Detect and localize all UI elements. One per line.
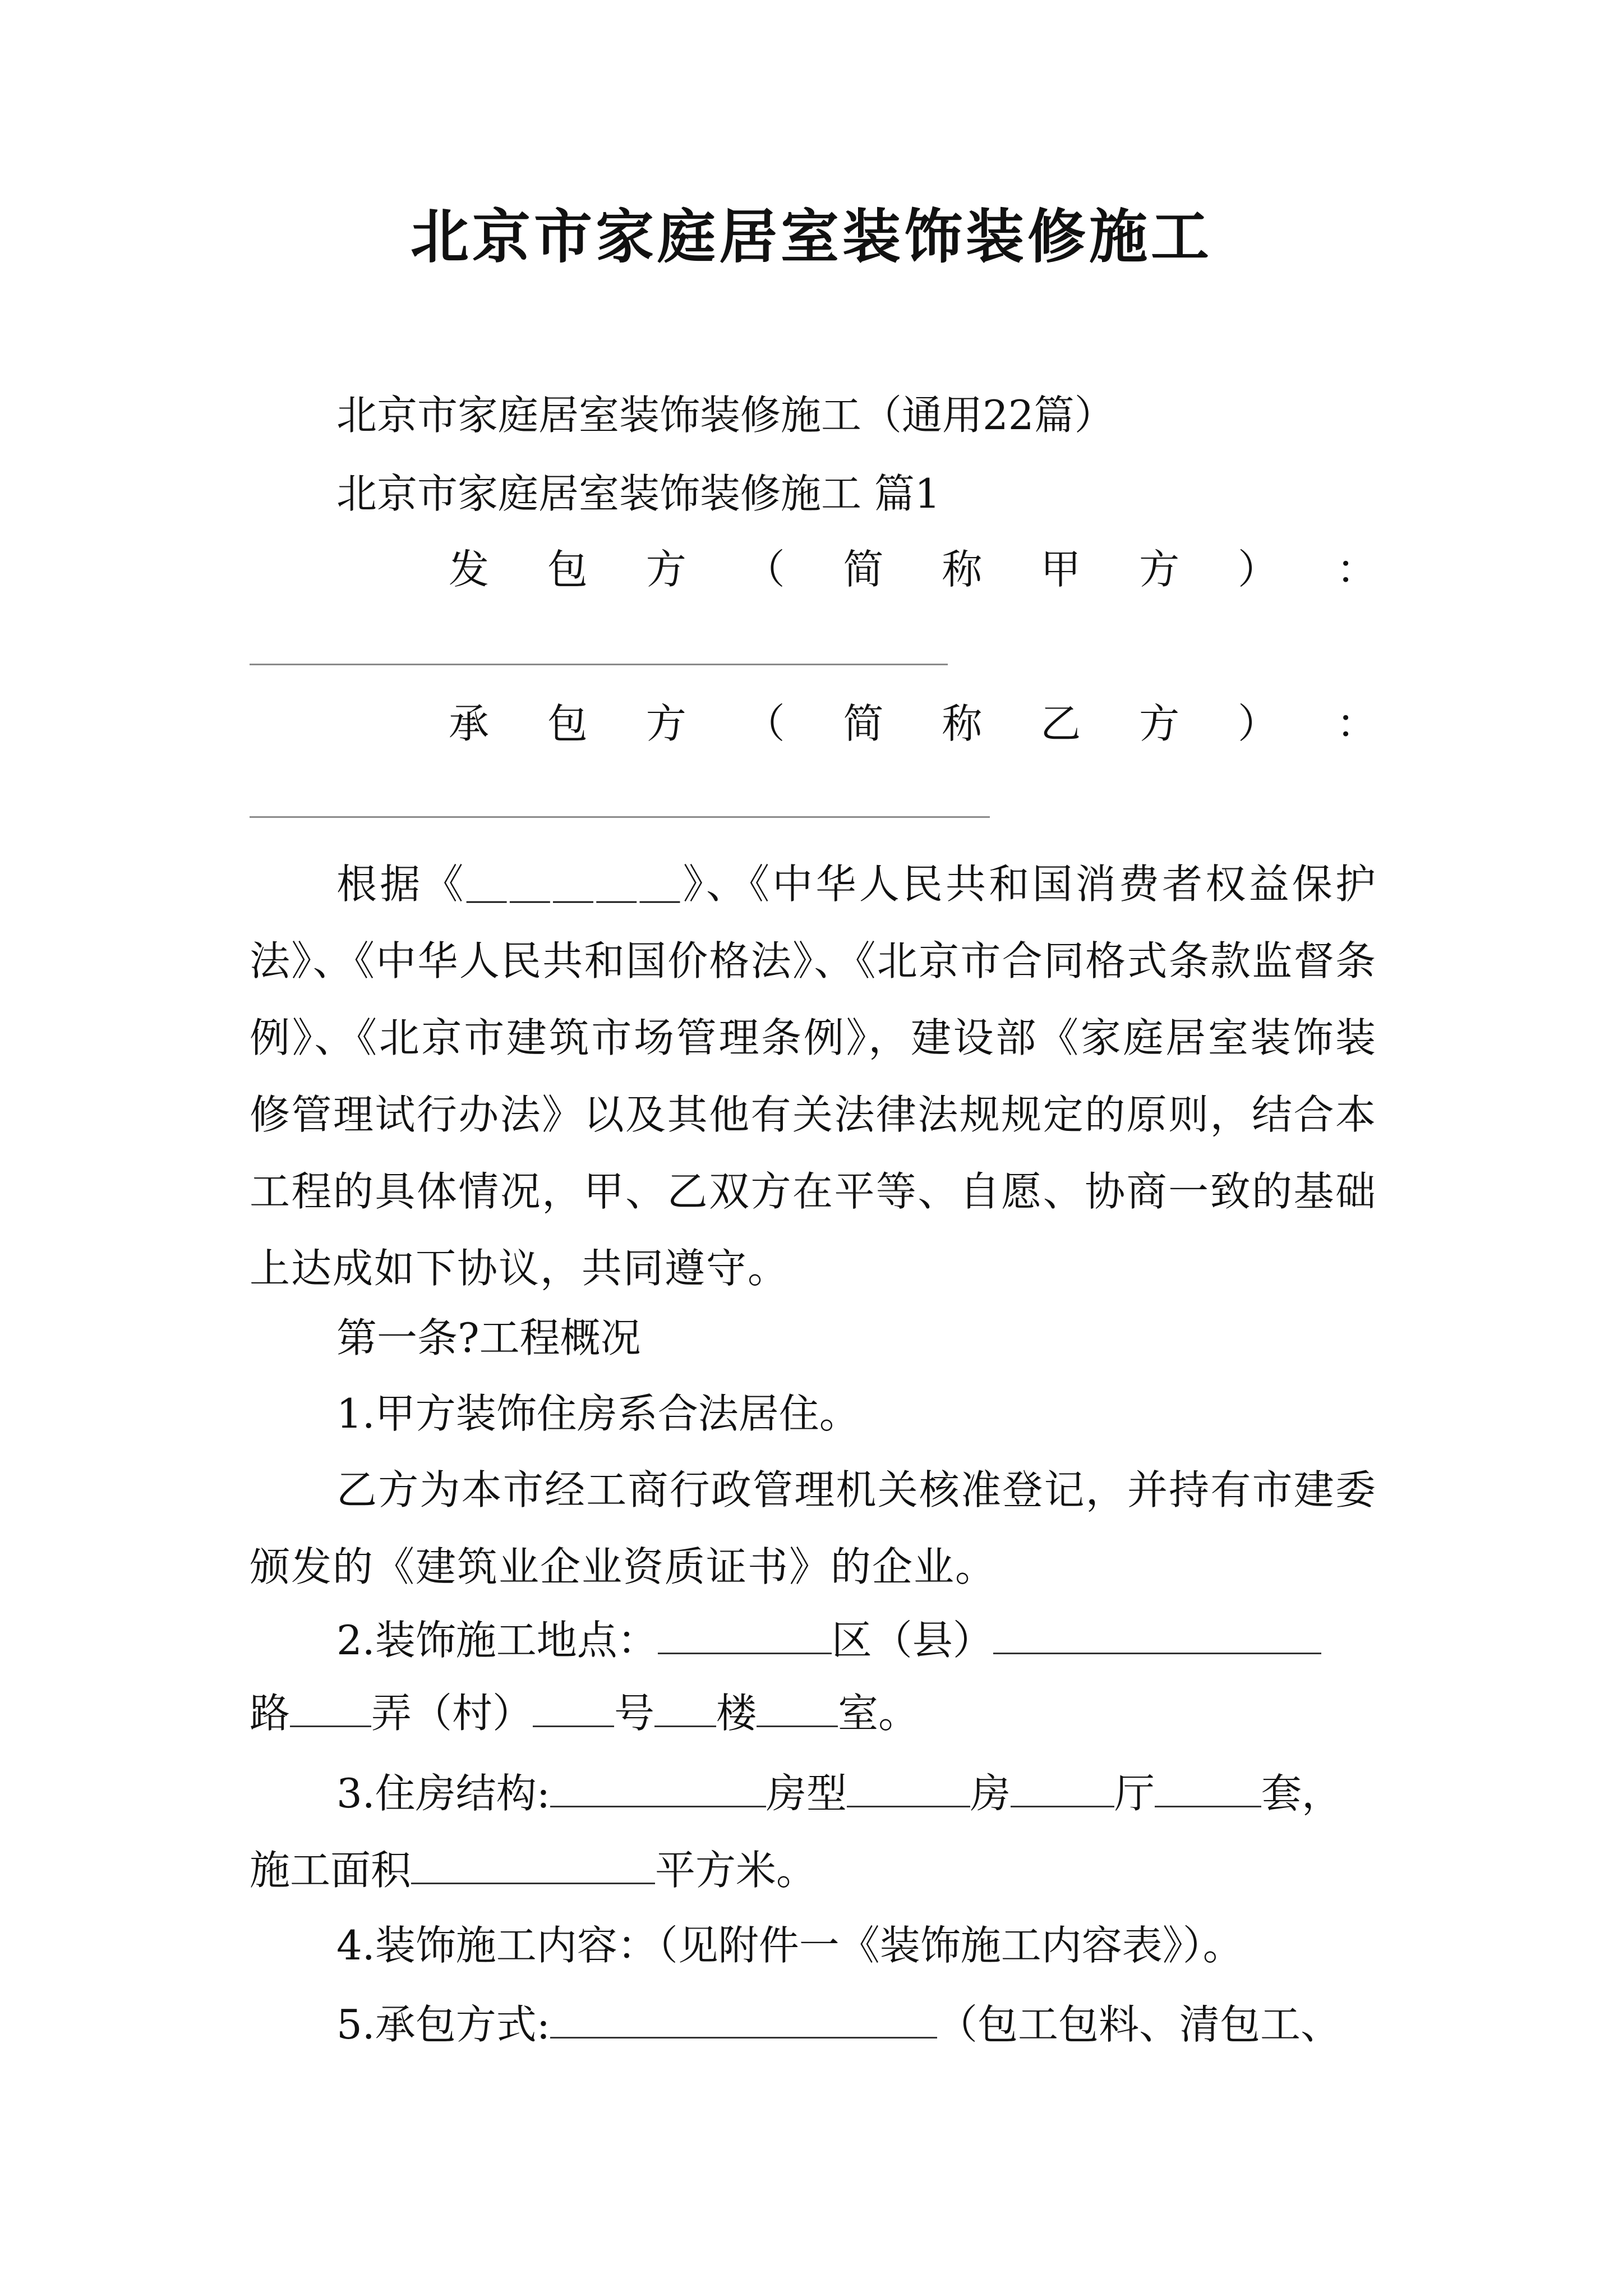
- room-count-label: 房: [970, 1770, 1011, 1817]
- area-label: 施工面积: [250, 1847, 412, 1894]
- district-blank[interactable]: [658, 1610, 832, 1654]
- hall-count-blank[interactable]: [1011, 1763, 1114, 1807]
- party-a-char: ：: [1336, 546, 1377, 593]
- hall-count-label: 厅: [1114, 1770, 1155, 1817]
- party-b-char: 承: [449, 700, 490, 747]
- item-2-address-line: [250, 1683, 1377, 1741]
- party-b-blank-line: [250, 816, 990, 818]
- item-3-area-line: [250, 1840, 1377, 1898]
- lane-label: 弄（村）: [371, 1690, 533, 1737]
- party-a-char: 称: [942, 546, 983, 593]
- party-b-char: （: [744, 700, 785, 747]
- party-b-label: [449, 696, 1377, 752]
- document-title: 北京市家庭居室装饰装修施工: [410, 202, 1212, 271]
- party-b-char: 方: [645, 700, 686, 747]
- party-a-char: 甲: [1040, 546, 1081, 593]
- party-a-char: 发: [449, 546, 490, 593]
- party-a-char: 简: [843, 546, 884, 593]
- item-1-contractor-paragraph: 乙方为本市经工商行政管理机关核准登记，并持有市建委颁发的《建筑业企业资质证书》的企业。: [250, 1466, 1377, 1590]
- party-a-char: ）: [1238, 546, 1279, 593]
- party-a-char: 方: [1139, 546, 1180, 593]
- structure-blank[interactable]: [550, 1763, 766, 1807]
- number-blank[interactable]: [654, 1683, 716, 1727]
- set-count-label: 套，: [1261, 1770, 1343, 1817]
- house-type-label: 房型: [766, 1770, 847, 1817]
- item-5-line: [336, 1994, 1377, 2053]
- party-a-char: 包: [547, 546, 588, 593]
- number-label: 号: [614, 1690, 655, 1737]
- set-count-blank[interactable]: [1155, 1763, 1261, 1807]
- item-5-options: （包工包料、清包工、: [937, 2001, 1341, 2048]
- section-heading: 北京市家庭居室装饰装修施工 篇1: [336, 470, 940, 517]
- room-label: 室。: [838, 1690, 919, 1737]
- building-label: 楼: [716, 1690, 757, 1737]
- road-label: 路: [250, 1690, 291, 1737]
- document-subtitle: 北京市家庭居室装饰装修施工（通用22篇）: [336, 392, 1115, 439]
- party-b-char: 方: [1139, 700, 1180, 747]
- party-b-char: 乙: [1040, 700, 1081, 747]
- area-blank[interactable]: [411, 1840, 655, 1884]
- road-blank[interactable]: [290, 1683, 371, 1727]
- party-b-char: 简: [843, 700, 884, 747]
- item-2-district: 区（县）: [831, 1617, 993, 1664]
- contract-mode-blank[interactable]: [550, 1994, 937, 2039]
- item-2-label: 2.装饰施工地点：: [336, 1617, 658, 1664]
- room-count-blank[interactable]: [847, 1763, 970, 1807]
- lane-blank[interactable]: [533, 1683, 614, 1727]
- party-b-char: 称: [942, 700, 983, 747]
- item-4: 4.装饰施工内容：（见附件一《装饰施工内容表》）。: [336, 1922, 1243, 1969]
- party-b-char: ：: [1336, 700, 1377, 747]
- building-blank[interactable]: [757, 1683, 838, 1727]
- party-b-char: ）: [1238, 700, 1279, 747]
- party-b-char: 包: [547, 700, 588, 747]
- party-a-char: 方: [645, 546, 686, 593]
- area-unit: 平方米。: [655, 1847, 817, 1894]
- item-3-label: 3.住房结构:: [336, 1770, 550, 1817]
- article-1-heading: 第一条?工程概况: [336, 1314, 641, 1361]
- item-5-label: 5.承包方式:: [336, 2001, 550, 2048]
- party-a-blank-line: [250, 664, 948, 665]
- party-a-char: （: [744, 546, 785, 593]
- intro-paragraph: 根据《＿＿＿＿＿》、《中华人民共和国消费者权益保护法》、《中华人民共和国价格法》、《北京市合同格式条款监督条例》、《北京市建筑市场管理条例》，建设部《家庭居室装饰装修管理试行办法》以及其他有关法律法规规定的原则，结合本工程的具体情况，甲、乙双方在平等、自愿、协商一致的基础上达成如下协议，共同遵守。: [250, 861, 1377, 1292]
- item-3-structure-line: [336, 1763, 1377, 1821]
- party-a-label: [449, 541, 1377, 597]
- item-2-location-line: [336, 1610, 1377, 1668]
- district-name-blank[interactable]: [993, 1610, 1321, 1654]
- item-1: 1.甲方装饰住房系合法居住。: [336, 1390, 860, 1437]
